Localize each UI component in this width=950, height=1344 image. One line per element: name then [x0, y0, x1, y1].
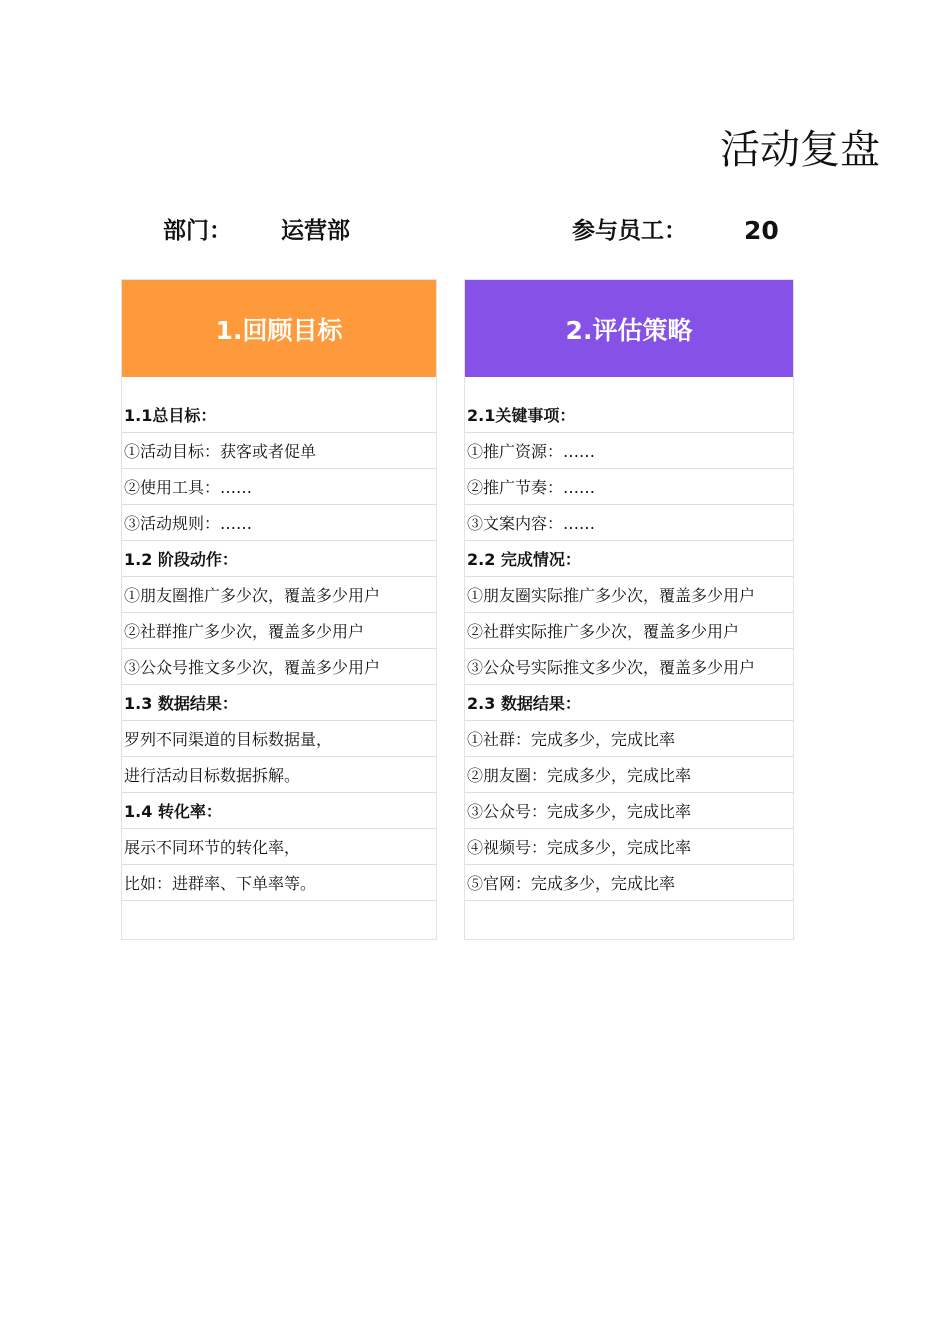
department-label: 部门：: [163, 218, 232, 244]
list-item: ②使用工具：……: [122, 469, 436, 505]
list-item: ③公众号：完成多少，完成比率: [465, 793, 793, 829]
section-heading-row: 1.3 数据结果：: [122, 685, 436, 721]
list-item: ③活动规则：……: [122, 505, 436, 541]
section-heading-row: 1.1总目标：: [122, 397, 436, 433]
document-title: 活动复盘: [720, 127, 880, 173]
list-item: ⑤官网：完成多少，完成比率: [465, 865, 793, 901]
list-item: ④视频号：完成多少，完成比率: [465, 829, 793, 865]
list-item: ②推广节奏：……: [465, 469, 793, 505]
list-item: 进行活动目标数据拆解。: [122, 757, 436, 793]
list-item: ③公众号推文多少次，覆盖多少用户: [122, 649, 436, 685]
list-item: ③文案内容：……: [465, 505, 793, 541]
section-heading-row: 1.4 转化率：: [122, 793, 436, 829]
list-item: 展示不同环节的转化率，: [122, 829, 436, 865]
card-spacer: [465, 377, 793, 397]
staff-value: 20: [744, 216, 779, 245]
review-goals-rows: [122, 397, 436, 941]
section-heading-row: 2.3 数据结果：: [465, 685, 793, 721]
list-item: ②社群推广多少次，覆盖多少用户: [122, 613, 436, 649]
section-heading-row: 1.2 阶段动作：: [122, 541, 436, 577]
list-item: ①社群：完成多少，完成比率: [465, 721, 793, 757]
department-value: 运营部: [281, 218, 350, 244]
staff-label: 参与员工：: [572, 218, 687, 244]
list-item: ①活动目标：获客或者促单: [122, 433, 436, 469]
list-item: [122, 901, 436, 941]
review-goals-card: [121, 279, 437, 940]
evaluate-strategy-header: 2.评估策略: [465, 280, 793, 377]
list-item: ①推广资源：……: [465, 433, 793, 469]
list-item: ②社群实际推广多少次，覆盖多少用户: [465, 613, 793, 649]
document-title-clip: [720, 122, 880, 178]
list-item: ③公众号实际推文多少次，覆盖多少用户: [465, 649, 793, 685]
list-item: [465, 901, 793, 941]
card-spacer: [122, 377, 436, 397]
list-item: ①朋友圈实际推广多少次，覆盖多少用户: [465, 577, 793, 613]
list-item: 比如：进群率、下单率等。: [122, 865, 436, 901]
list-item: 罗列不同渠道的目标数据量，: [122, 721, 436, 757]
section-heading-row: 2.1关键事项：: [465, 397, 793, 433]
evaluate-strategy-rows: [465, 397, 793, 941]
review-goals-header: 1.回顾目标: [122, 280, 436, 377]
list-item: ①朋友圈推广多少次，覆盖多少用户: [122, 577, 436, 613]
section-heading-row: 2.2 完成情况：: [465, 541, 793, 577]
list-item: ②朋友圈：完成多少，完成比率: [465, 757, 793, 793]
evaluate-strategy-card: [464, 279, 794, 940]
